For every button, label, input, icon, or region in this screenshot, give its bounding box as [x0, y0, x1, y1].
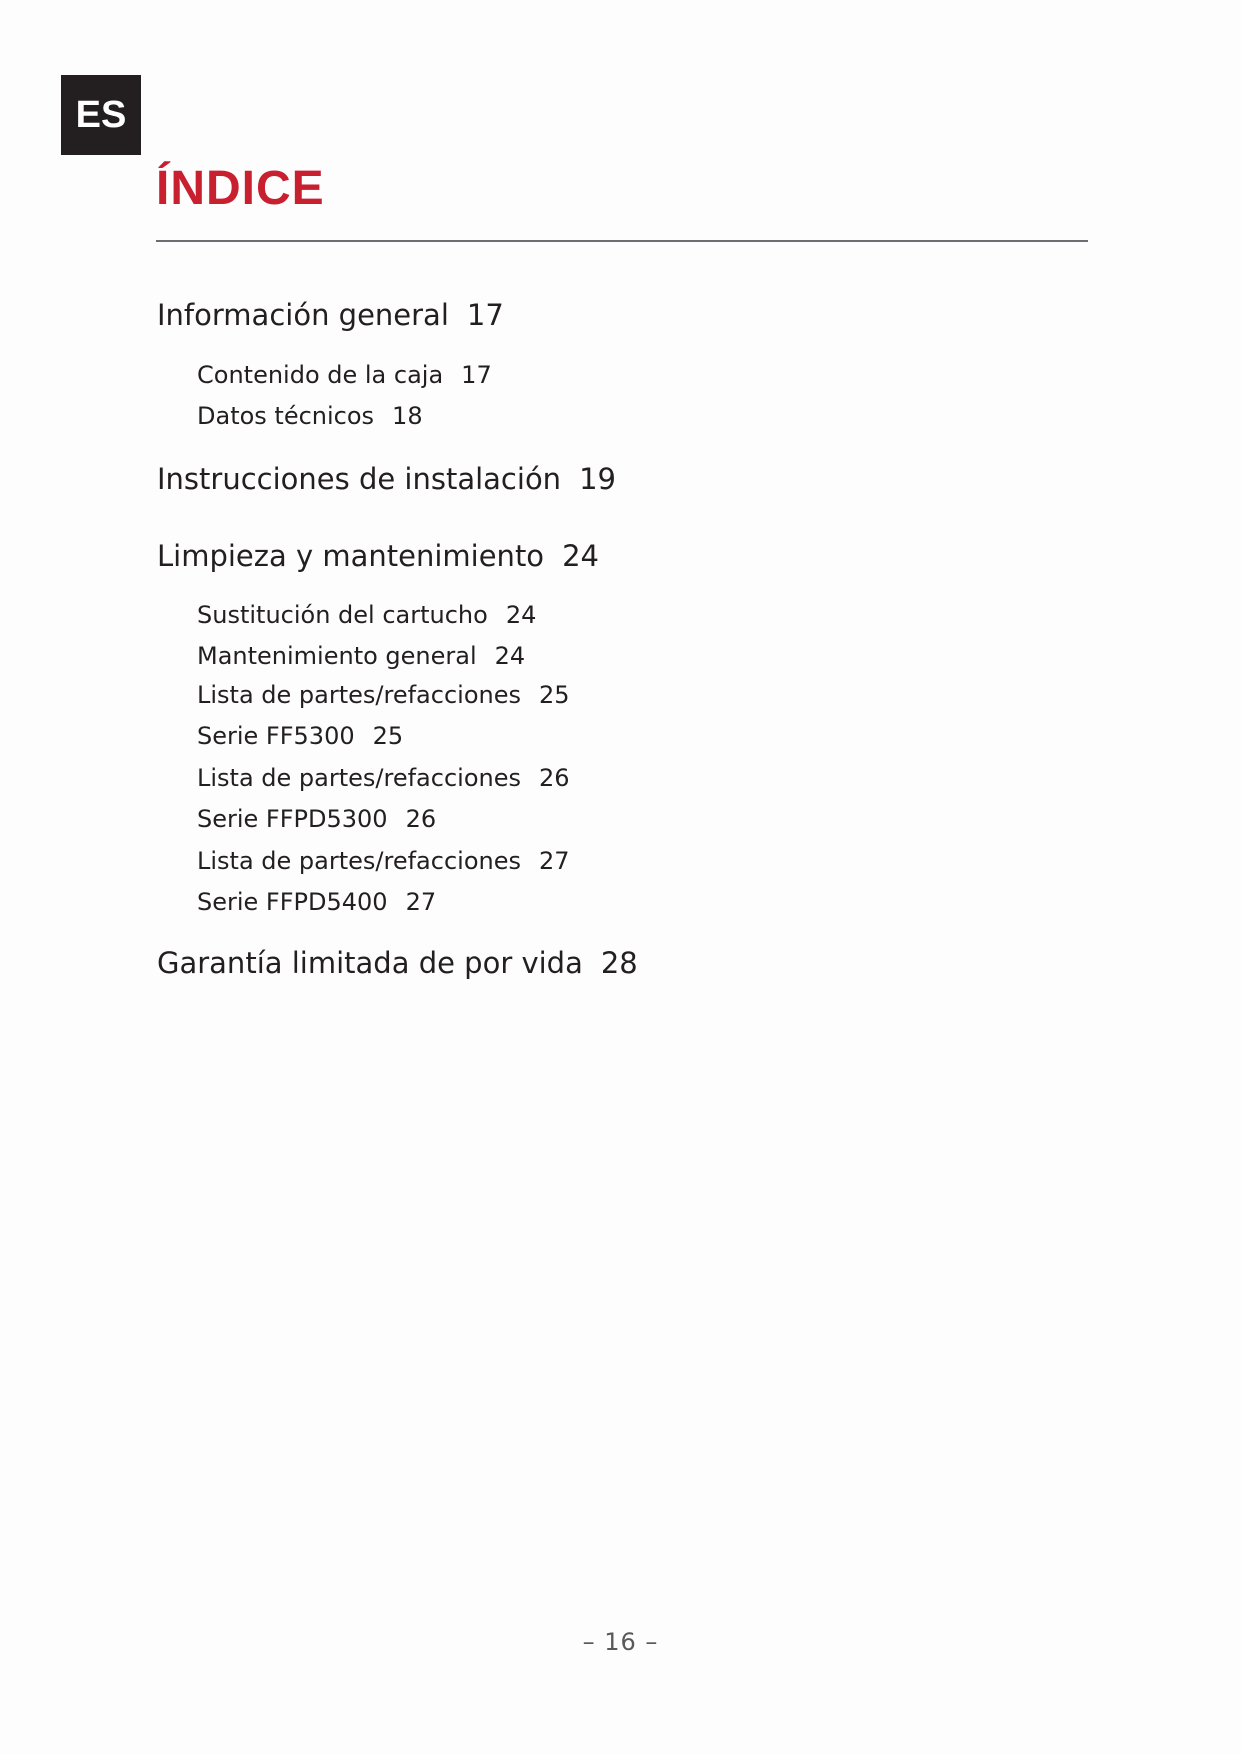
toc-entry-label: Lista de partes/refacciones — [197, 681, 521, 709]
toc-entry-label: Información general — [157, 298, 449, 332]
toc-page-number: 25 — [538, 681, 570, 709]
toc-page-number: 25 — [372, 722, 404, 750]
toc-page-number: 26 — [538, 764, 570, 792]
toc-section-informacion-general[interactable] — [157, 297, 504, 333]
toc-subsection-lista-partes-3[interactable] — [197, 846, 570, 876]
toc-subsection-mantenimiento-general[interactable] — [197, 641, 525, 671]
toc-page-number: 17 — [461, 361, 492, 389]
toc-subsection-lista-partes-1[interactable] — [197, 680, 570, 710]
toc-page-number: 17 — [466, 298, 504, 332]
toc-subsection-contenido-caja[interactable] — [197, 360, 492, 390]
toc-section-garantia[interactable] — [157, 945, 638, 981]
toc-subsection-serie-ff5300[interactable] — [197, 721, 403, 751]
page-number: – 16 – — [582, 1628, 659, 1656]
toc-entry-label: Serie FF5300 — [197, 722, 355, 750]
toc-page-number: 28 — [600, 946, 638, 980]
toc-entry-label: Datos técnicos — [197, 402, 375, 430]
page-title: ÍNDICE — [156, 162, 325, 215]
toc-page-number: 26 — [405, 805, 437, 833]
toc-page-number: 27 — [538, 847, 570, 875]
toc-section-limpieza-mantenimiento[interactable] — [157, 538, 599, 574]
toc-subsection-serie-ffpd5300[interactable] — [197, 804, 436, 834]
toc-entry-label: Serie FFPD5300 — [197, 805, 388, 833]
toc-section-instrucciones-instalacion[interactable] — [157, 461, 616, 497]
toc-entry-label: Contenido de la caja — [197, 361, 444, 389]
toc-entry-label: Limpieza y mantenimiento — [157, 539, 545, 573]
toc-entry-label: Lista de partes/refacciones — [197, 764, 521, 792]
toc-subsection-datos-tecnicos[interactable] — [197, 401, 423, 431]
toc-page-number: 19 — [579, 462, 616, 496]
toc-page-number: 27 — [405, 888, 437, 916]
toc-subsection-sustitucion-cartucho[interactable] — [197, 600, 536, 630]
toc-entry-label: Garantía limitada de por vida — [157, 946, 583, 980]
language-badge: ES — [61, 75, 141, 155]
toc-entry-label: Lista de partes/refacciones — [197, 847, 521, 875]
toc-page-number: 24 — [494, 642, 526, 670]
toc-subsection-lista-partes-2[interactable] — [197, 763, 570, 793]
toc-entry-label: Instrucciones de instalación — [157, 462, 562, 496]
toc-page-number: 24 — [562, 539, 599, 573]
toc-subsection-serie-ffpd5400[interactable] — [197, 887, 436, 917]
toc-entry-label: Mantenimiento general — [197, 642, 477, 670]
toc-page-number: 18 — [392, 402, 423, 430]
toc-entry-label: Serie FFPD5400 — [197, 888, 388, 916]
title-divider — [156, 240, 1088, 242]
toc-page-number: 24 — [505, 601, 537, 629]
toc-entry-label: Sustitución del cartucho — [197, 601, 488, 629]
